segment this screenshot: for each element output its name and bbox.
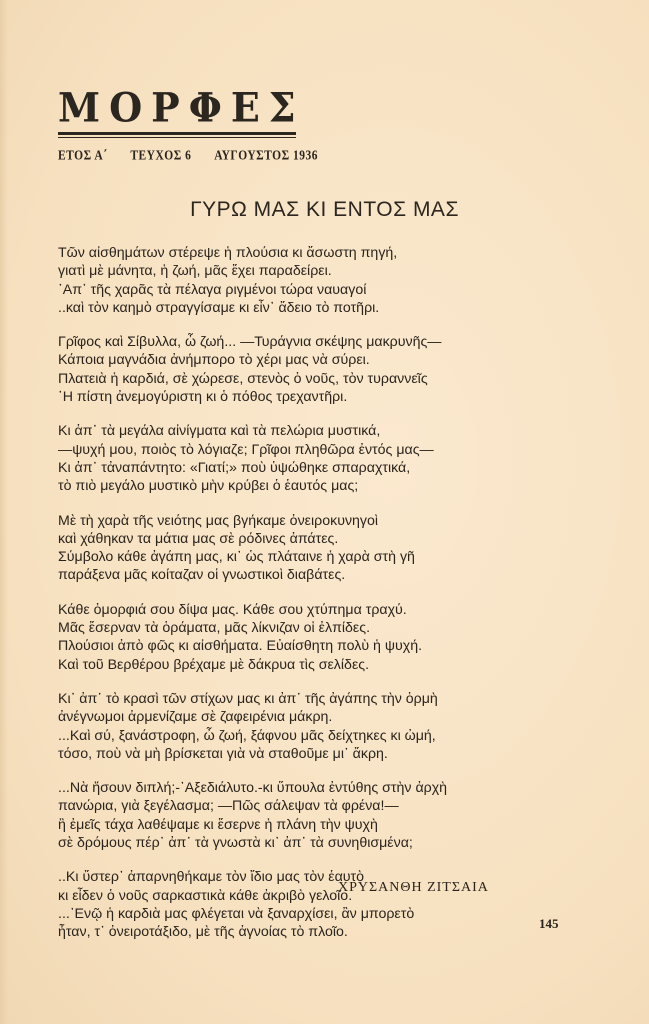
poem-line: ῾Η πίστη ἀνεμογύριστη κι ὁ πόθος τρεχαντῆρι.	[58, 389, 348, 406]
poem-line: Κι᾿ ἀπ᾿ τὸ κρασὶ τῶν στίχων μας κι ἀπ᾿ τῆς ἀγάπης τὴν ὁρμὴ	[58, 690, 438, 707]
poem-line: ..καὶ τὸν καημὸ στραγγίσαμε κι εἶν᾿ ἄδειο τὸ ποτῆρι.	[58, 299, 380, 316]
poem-line: ...Νὰ ἤσουν διπλή;-᾿Αξεδιάλυτο.-κι ὕπουλα ἐντύθης στὴν ἀρχὴ	[58, 780, 448, 797]
page-edge-stain	[0, 0, 8, 1024]
poem-line: ἦταν, τ᾿ ὀνειροτάξιδο, μὲ τῆς ἀγνοίας τὸ πλοῖο.	[58, 924, 348, 941]
poem-line: ἀνέγνωμοι ἀρμενίζαμε σὲ ζαφειρένια μάκρη.	[58, 709, 333, 726]
poem-line: Πλούσιοι ἀπὸ φῶς κι αἰσθήματα. Εὐαίσθητη πολὺ ἡ ψυχή.	[58, 638, 423, 655]
poem-line: Τῶν αἰσθημάτων στέρεψε ἡ πλούσια κι ἄσωστη πηγή,	[58, 245, 398, 261]
poem-line: πανώρια, γιὰ ξεγέλασμα; —Πῶς σάλεψαν τὰ φρένα!—	[58, 798, 399, 815]
poem-line: σὲ δρόμους πέρ᾿ ἀπ᾿ τὰ γνωστὰ κι᾿ ἀπ᾿ τὰ συνηθισμένα;	[58, 835, 413, 852]
stanza-6	[58, 690, 538, 763]
poem-line: Κάποια μαγνάδια ἀνήμπορο τὸ χέρι μας νὰ σύρει.	[58, 352, 370, 369]
stanza-3	[58, 422, 538, 495]
poem-line: Κι ἀπ᾿ τὰ μεγάλα αἰνίγματα καὶ τὰ πελώρια μυστικά,	[58, 423, 381, 440]
masthead	[58, 83, 305, 138]
poem-line: Κάθε ὀμορφιά σου δίψα μας. Κάθε σου χτύπημα τραχύ.	[58, 601, 407, 618]
poem-line: ...᾿Ενῷ ἡ καρδιὰ μας φλέγεται νὰ ξαναρχίσει, ἂν μπορετὸ	[58, 905, 415, 922]
page-number: 145	[539, 916, 559, 931]
masthead-rule-thin	[58, 137, 296, 138]
stanza-1	[58, 244, 538, 317]
stanza-2	[58, 333, 538, 406]
poem-line: Πλατειὰ ἡ καρδιά, σὲ χώρεσε, στενὸς ὁ νοῦς, τὸν τυραννεῖς	[58, 370, 428, 387]
poem-line: τὸ πιὸ μεγάλο μυστικὸ μὴν κρύβει ὁ ἑαυτός μας;	[58, 478, 359, 495]
poem-line: Καὶ τοῦ Βερθέρου βρέχαμε μὲ δάκρυα τὶς σελίδες.	[58, 656, 370, 673]
poem-line: γιατὶ μὲ μάνητα, ἡ ζωή, μᾶς ἔχει παραδείρει.	[58, 263, 332, 280]
stanza-7	[58, 779, 538, 852]
issue-date: ΑΥΓΟΥΣΤΟΣ 1936	[214, 148, 318, 164]
masthead-rule-thick	[58, 132, 296, 135]
poem-line: κι εἶδεν ὁ νοῦς σαρκαστικὰ κάθε ἀκριβὸ γελοῖο.	[58, 887, 353, 904]
poem-line: Σύμβολο κάθε ἀγάπη μας, κι᾿ ὡς πλάταινε ἡ χαρὰ στὴ γῆ	[58, 549, 415, 566]
poem-line: ..Κι ὕστερ᾿ ἀπαρνηθήκαμε τὸν ἴδιο μας τὸν ἑαυτὸ	[58, 869, 365, 886]
issue-year: ΕΤΟΣ Α΄	[58, 148, 108, 164]
issue-info	[58, 149, 318, 163]
poem-line: ...Καὶ σύ, ξανάστροφη, ὦ ζωή, ξάφνου μᾶς δείχτηκες κι ὠμή,	[58, 727, 436, 744]
poem-body	[58, 244, 538, 958]
poem-line: —ψυχή μου, ποιὸς τὸ λόγιαζε; Γρῖφοι πληθῶρα ἐντός μας—	[58, 441, 434, 458]
poem-line: Γρῖφος καὶ Σίβυλλα, ὦ ζωή... —Τυράγνια σκέψης μακρυνῆς—	[58, 334, 442, 351]
issue-number: ΤΕΥΧΟΣ 6	[130, 148, 192, 164]
poem-line: τόσο, ποὺ νὰ μὴ βρίσκεται γιὰ νὰ σταθοῦμε μι᾿ ἄκρη.	[58, 745, 388, 762]
magazine-title: ΜΟΡΦΕΣ	[58, 83, 305, 132]
stanza-4	[58, 512, 538, 585]
poem-line: καὶ χάθηκαν τα μάτια μας σὲ ρόδινες ἀπάτες.	[58, 530, 339, 547]
poem-line: παράξενα μᾶς κοίταζαν οἱ γνωστικοὶ διαβάτες.	[58, 567, 346, 584]
poem-line: Κι ἀπ᾿ τἀναπάντητο: «Γιατί;» ποὺ ὑψώθηκε σπαραχτικά,	[58, 459, 411, 476]
poem-line: ᾿Απ᾿ τῆς χαρᾶς τὰ πέλαγα ριγμένοι τώρα ναυαγοί	[58, 281, 367, 298]
author-name: ΧΡΥΣΑΝΘΗ ΖΙΤΣΑΙΑ	[338, 880, 489, 895]
poem-line: Μᾶς ἔσερναν τὰ ὁράματα, μᾶς λίκνιζαν οἱ ἐλπίδες.	[58, 620, 371, 637]
poem-title: ΓΥΡΩ ΜΑΣ ΚΙ ΕΝΤΟΣ ΜΑΣ	[190, 198, 459, 221]
poem-line: Μὲ τὴ χαρὰ τῆς νειότης μας βγήκαμε ὀνειροκυνηγοὶ	[58, 512, 379, 529]
poem-line: ἢ ἐμεῖς τάχα λαθέψαμε κι ἔσερνε ἡ πλάνη τὴν ψυχὴ	[58, 816, 378, 833]
stanza-5	[58, 601, 538, 674]
